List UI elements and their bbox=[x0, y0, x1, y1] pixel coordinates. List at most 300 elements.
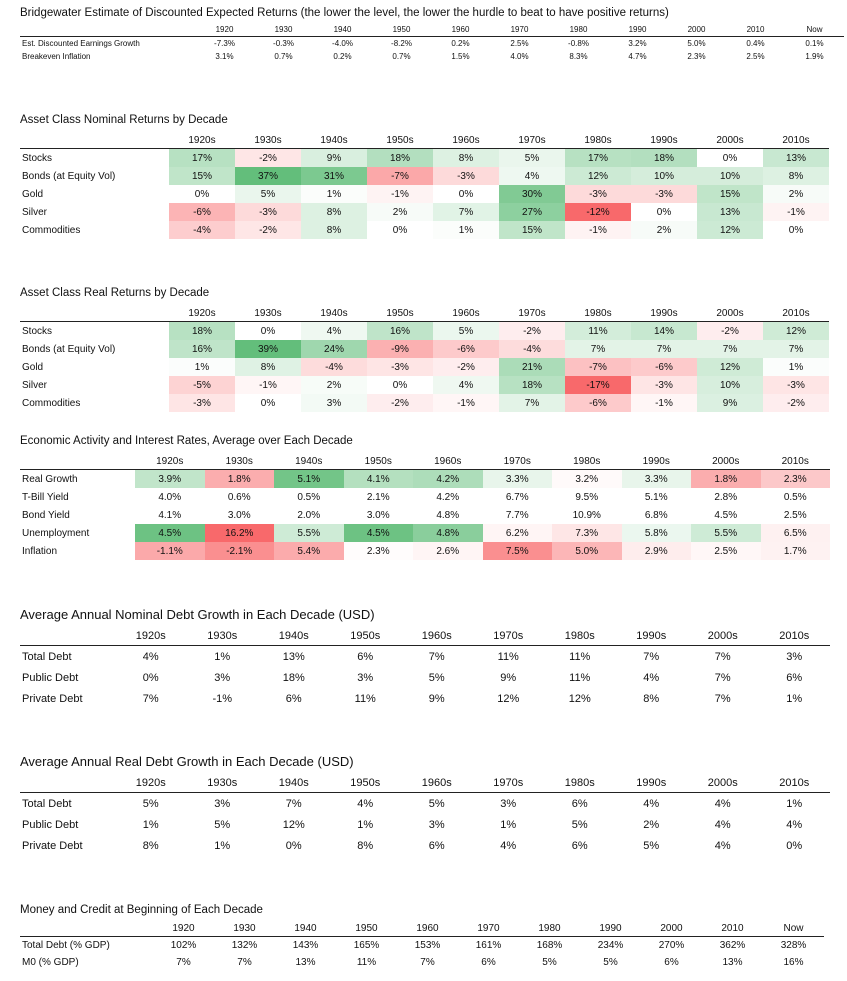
table-cell: 0% bbox=[260, 325, 276, 337]
column-header: 2010 bbox=[726, 23, 785, 37]
column-header: 1940 bbox=[275, 921, 336, 937]
table-cell: 362% bbox=[719, 940, 746, 951]
table-cell: 0.1% bbox=[805, 39, 824, 48]
table-cell: 7% bbox=[697, 340, 763, 358]
table-row bbox=[20, 149, 829, 168]
row-label: Silver bbox=[22, 379, 48, 391]
column-header: 1980s bbox=[552, 453, 622, 470]
table-cell: 17% bbox=[169, 149, 235, 168]
table-cell: 8% bbox=[643, 692, 660, 705]
table-cell: 4.2% bbox=[436, 491, 460, 503]
table-cell: 9% bbox=[301, 149, 367, 168]
table-cell: 4% bbox=[142, 650, 159, 663]
table-cell: 4.0% bbox=[510, 52, 529, 61]
table-cell: 1% bbox=[142, 818, 159, 831]
table-cell: 0.2% bbox=[333, 52, 352, 61]
table-cell: 0% bbox=[260, 397, 276, 409]
table-cell: 4% bbox=[643, 671, 660, 684]
table-cell: -2% bbox=[697, 322, 763, 341]
table-cell: 9.5% bbox=[575, 491, 599, 503]
table-cell: 15% bbox=[697, 185, 763, 203]
table-cell: 7% bbox=[565, 340, 631, 358]
row-label: Breakeven Inflation bbox=[22, 52, 91, 61]
economic-activity-section bbox=[20, 434, 830, 560]
table-cell: 2.5% bbox=[510, 39, 529, 48]
row-label: Inflation bbox=[22, 545, 58, 557]
header-spacer bbox=[20, 453, 135, 470]
table-cell: 7% bbox=[714, 692, 731, 705]
row-label: Silver bbox=[22, 206, 48, 218]
table-cell: 1.8% bbox=[205, 470, 275, 489]
expected-returns-table bbox=[20, 23, 844, 63]
table-cell: 4.7% bbox=[628, 52, 647, 61]
table-cell: 3% bbox=[214, 797, 231, 810]
table-cell: 6% bbox=[357, 650, 374, 663]
table-cell: 1% bbox=[763, 358, 829, 376]
table-cell: 0.7% bbox=[274, 52, 293, 61]
table-cell: 2.9% bbox=[622, 542, 692, 560]
table-cell: -6% bbox=[169, 203, 235, 221]
table-cell: 234% bbox=[597, 940, 624, 951]
table-cell: 6.8% bbox=[644, 509, 668, 521]
table-cell: -8.2% bbox=[391, 39, 412, 48]
table-cell: -2% bbox=[433, 358, 499, 376]
table-cell: -7% bbox=[565, 358, 631, 376]
table-cell: -9% bbox=[367, 340, 433, 358]
table-cell: 161% bbox=[475, 940, 502, 951]
column-header: 1940s bbox=[301, 305, 367, 322]
column-header: 2010 bbox=[702, 921, 763, 937]
table-row bbox=[20, 376, 829, 394]
column-header: 1950s bbox=[344, 453, 414, 470]
table-cell: 7% bbox=[420, 957, 435, 968]
table-cell: 8% bbox=[763, 167, 829, 185]
table-cell: 1% bbox=[301, 185, 367, 203]
table-cell: -4.0% bbox=[332, 39, 353, 48]
table-cell: 4% bbox=[357, 797, 374, 810]
table-row bbox=[20, 37, 844, 51]
column-header: 1920 bbox=[153, 921, 214, 937]
money-credit-section bbox=[20, 903, 824, 971]
table-cell: 13% bbox=[697, 203, 763, 221]
column-header: 2010s bbox=[763, 132, 829, 149]
table-cell: 7% bbox=[176, 957, 191, 968]
table-cell: 2% bbox=[367, 203, 433, 221]
column-header: 1990s bbox=[616, 627, 688, 646]
table-cell: 14% bbox=[631, 322, 697, 341]
table-cell: 6% bbox=[571, 797, 588, 810]
table-cell: 3% bbox=[786, 650, 803, 663]
table-row bbox=[20, 50, 844, 63]
table-cell: 3.9% bbox=[135, 470, 205, 489]
table-cell: -1% bbox=[763, 203, 829, 221]
table-cell: 2.5% bbox=[746, 52, 765, 61]
column-header: 1970s bbox=[473, 774, 545, 793]
expected-returns-section bbox=[20, 6, 844, 63]
table-cell: 18% bbox=[631, 149, 697, 168]
row-label: T-Bill Yield bbox=[22, 491, 69, 503]
table-cell: -3% bbox=[367, 358, 433, 376]
table-cell: 5% bbox=[643, 839, 660, 852]
table-cell: 8% bbox=[142, 839, 159, 852]
column-header: 2000s bbox=[697, 132, 763, 149]
table-cell: 30% bbox=[499, 185, 565, 203]
table-row bbox=[20, 667, 830, 688]
table-cell: -1% bbox=[212, 692, 233, 705]
table-cell: 11% bbox=[565, 322, 631, 341]
table-cell: 3% bbox=[301, 394, 367, 412]
table-cell: -6% bbox=[631, 358, 697, 376]
table-cell: 1% bbox=[786, 797, 803, 810]
table-cell: 7% bbox=[714, 671, 731, 684]
column-header: 1950s bbox=[367, 305, 433, 322]
table-cell: 7.5% bbox=[483, 542, 553, 560]
column-header: 1950 bbox=[336, 921, 397, 937]
table-cell: 0.6% bbox=[227, 491, 251, 503]
table-cell: 8% bbox=[301, 203, 367, 221]
table-cell: 6.2% bbox=[483, 524, 553, 542]
table-cell: 0.4% bbox=[746, 39, 765, 48]
column-header: 2000s bbox=[691, 453, 761, 470]
table-cell: 2.3% bbox=[687, 52, 706, 61]
table-cell: 11% bbox=[497, 650, 519, 663]
table-cell: 9% bbox=[500, 671, 517, 684]
table-cell: 6% bbox=[285, 692, 302, 705]
column-header: 2010s bbox=[759, 774, 831, 793]
table-cell: 6.7% bbox=[505, 491, 529, 503]
table-cell: -2% bbox=[235, 221, 301, 239]
table-row bbox=[20, 488, 830, 506]
row-label: Commodities bbox=[22, 397, 81, 409]
table-cell: 143% bbox=[292, 940, 319, 951]
column-header: 1920s bbox=[169, 132, 235, 149]
row-label: Est. Discounted Earnings Growth bbox=[22, 39, 140, 48]
nominal-debt-title: Average Annual Nominal Debt Growth in Each Decade (USD) bbox=[20, 607, 375, 622]
table-cell: 7% bbox=[433, 203, 499, 221]
column-header: 1930s bbox=[235, 132, 301, 149]
column-header: 1990s bbox=[622, 453, 692, 470]
row-label: Private Debt bbox=[22, 839, 83, 852]
table-cell: 5.0% bbox=[687, 39, 706, 48]
table-cell: 5% bbox=[142, 797, 159, 810]
table-cell: 12% bbox=[497, 692, 520, 705]
table-row bbox=[20, 185, 829, 203]
table-cell: 6.5% bbox=[761, 524, 831, 542]
table-cell: 11% bbox=[356, 957, 377, 968]
table-row bbox=[20, 221, 829, 239]
table-cell: 8% bbox=[301, 221, 367, 239]
table-cell: 2.3% bbox=[344, 542, 414, 560]
row-label: Gold bbox=[22, 361, 44, 373]
table-cell: 12% bbox=[697, 221, 763, 239]
real-returns-title: Asset Class Real Returns by Decade bbox=[20, 287, 210, 299]
row-label: Bond Yield bbox=[22, 509, 70, 521]
table-cell: 4.5% bbox=[344, 524, 414, 542]
column-header: 1960s bbox=[401, 627, 473, 646]
table-cell: 3.0% bbox=[227, 509, 251, 521]
table-cell: 5.1% bbox=[644, 491, 668, 503]
table-cell: -7.3% bbox=[214, 39, 235, 48]
nominal-debt-table bbox=[20, 627, 830, 709]
table-cell: 4% bbox=[301, 322, 367, 341]
money-credit-title: Money and Credit at Beginning of Each Decade bbox=[20, 904, 263, 916]
column-header: 1990s bbox=[631, 132, 697, 149]
table-row bbox=[20, 167, 829, 185]
row-label: Stocks bbox=[22, 325, 53, 337]
table-cell: -1% bbox=[235, 376, 301, 394]
table-cell: 2.5% bbox=[691, 542, 761, 560]
column-header: 1940 bbox=[313, 23, 372, 37]
table-cell: 4.2% bbox=[413, 470, 483, 489]
table-cell: 7% bbox=[285, 797, 302, 810]
table-cell: 1% bbox=[500, 818, 517, 831]
table-cell: -6% bbox=[433, 340, 499, 358]
table-cell: 0.5% bbox=[783, 491, 807, 503]
table-cell: 5% bbox=[499, 149, 565, 168]
column-header: 1940s bbox=[258, 774, 330, 793]
column-header: 1940s bbox=[274, 453, 344, 470]
table-cell: 11% bbox=[354, 692, 376, 705]
table-cell: 153% bbox=[414, 940, 441, 951]
table-cell: 3.2% bbox=[552, 470, 622, 489]
table-cell: 7% bbox=[237, 957, 252, 968]
table-cell: 5% bbox=[571, 818, 588, 831]
table-cell: 18% bbox=[282, 671, 305, 684]
table-cell: -3% bbox=[169, 394, 235, 412]
table-cell: 102% bbox=[170, 940, 197, 951]
table-cell: 3% bbox=[428, 818, 445, 831]
column-header: 1950s bbox=[367, 132, 433, 149]
column-header: 1950s bbox=[330, 774, 402, 793]
table-cell: 1% bbox=[214, 650, 231, 663]
table-cell: 12% bbox=[697, 358, 763, 376]
column-header: 2000s bbox=[687, 627, 759, 646]
column-header: 1960s bbox=[433, 305, 499, 322]
column-header: 1970s bbox=[499, 305, 565, 322]
row-label: Real Growth bbox=[22, 473, 78, 485]
column-header: 1930s bbox=[187, 774, 259, 793]
table-cell: -0.8% bbox=[568, 39, 589, 48]
table-cell: 4.0% bbox=[158, 491, 182, 503]
table-cell: 10% bbox=[697, 376, 763, 394]
table-cell: 1.7% bbox=[761, 542, 831, 560]
table-cell: 4.1% bbox=[344, 470, 414, 489]
table-row bbox=[20, 814, 830, 835]
table-cell: 39% bbox=[235, 340, 301, 358]
table-cell: 16% bbox=[169, 340, 235, 358]
table-cell: 132% bbox=[231, 940, 258, 951]
table-cell: 2.3% bbox=[761, 470, 831, 489]
table-cell: 2% bbox=[631, 221, 697, 239]
column-header: 2010s bbox=[761, 453, 831, 470]
table-cell: 15% bbox=[499, 221, 565, 239]
table-cell: 168% bbox=[536, 940, 563, 951]
table-cell: 5.4% bbox=[274, 542, 344, 560]
table-cell: -2.1% bbox=[205, 542, 275, 560]
table-row bbox=[20, 524, 830, 542]
table-cell: -3% bbox=[763, 376, 829, 394]
table-cell: 4% bbox=[714, 797, 731, 810]
table-cell: 31% bbox=[301, 167, 367, 185]
table-row bbox=[20, 835, 830, 856]
table-cell: 10.9% bbox=[572, 509, 601, 521]
table-cell: 2.5% bbox=[783, 509, 807, 521]
table-row bbox=[20, 358, 829, 376]
row-label: Public Debt bbox=[22, 818, 79, 831]
column-header: 1930s bbox=[187, 627, 259, 646]
column-header: Now bbox=[763, 921, 824, 937]
economic-activity-title: Economic Activity and Interest Rates, Average over Each Decade bbox=[20, 435, 353, 447]
column-header: 1920s bbox=[115, 627, 187, 646]
table-cell: -0.3% bbox=[273, 39, 294, 48]
table-cell: -4% bbox=[169, 221, 235, 239]
table-cell: -2% bbox=[499, 322, 565, 341]
economic-activity-table bbox=[20, 453, 830, 560]
column-header: 2000 bbox=[641, 921, 702, 937]
table-cell: -2% bbox=[235, 149, 301, 168]
column-header: 1980s bbox=[565, 132, 631, 149]
table-cell: 4.8% bbox=[436, 509, 460, 521]
table-cell: 3% bbox=[214, 671, 231, 684]
column-header: 1940s bbox=[301, 132, 367, 149]
table-cell: 7% bbox=[631, 340, 697, 358]
row-label: M0 (% GDP) bbox=[22, 957, 79, 968]
table-cell: 4% bbox=[643, 797, 660, 810]
table-cell: -3% bbox=[631, 185, 697, 203]
table-cell: -6% bbox=[565, 394, 631, 412]
table-cell: 5.8% bbox=[622, 524, 692, 542]
money-credit-table bbox=[20, 921, 824, 971]
table-cell: 7.7% bbox=[505, 509, 529, 521]
column-header: 1920s bbox=[115, 774, 187, 793]
table-row bbox=[20, 937, 824, 955]
table-cell: 0% bbox=[786, 839, 803, 852]
table-row bbox=[20, 394, 829, 412]
column-header: 2010s bbox=[763, 305, 829, 322]
table-cell: 2% bbox=[301, 376, 367, 394]
column-header: 1930s bbox=[235, 305, 301, 322]
row-label: Total Debt bbox=[22, 650, 72, 663]
column-header: 2000s bbox=[687, 774, 759, 793]
table-row bbox=[20, 954, 824, 971]
table-cell: 4% bbox=[786, 818, 803, 831]
column-header: Now bbox=[785, 23, 844, 37]
column-header: 1950 bbox=[372, 23, 431, 37]
table-cell: 7% bbox=[714, 650, 731, 663]
table-cell: 4.5% bbox=[135, 524, 205, 542]
table-row bbox=[20, 688, 830, 709]
table-cell: 12% bbox=[282, 818, 305, 831]
table-cell: 12% bbox=[763, 322, 829, 341]
column-header: 1980s bbox=[544, 774, 616, 793]
table-cell: 328% bbox=[780, 940, 807, 951]
table-cell: 18% bbox=[499, 376, 565, 394]
table-cell: 3.3% bbox=[622, 470, 692, 489]
column-header: 1970 bbox=[458, 921, 519, 937]
row-label: Total Debt bbox=[22, 797, 72, 810]
nominal-returns-title: Asset Class Nominal Returns by Decade bbox=[20, 114, 228, 126]
table-cell: 16% bbox=[783, 957, 804, 968]
table-cell: 2.0% bbox=[297, 509, 321, 521]
table-cell: 3% bbox=[500, 797, 517, 810]
table-cell: 6% bbox=[571, 839, 588, 852]
table-cell: 5% bbox=[235, 185, 301, 203]
table-cell: 2% bbox=[763, 185, 829, 203]
row-label: Public Debt bbox=[22, 671, 79, 684]
expected-returns-title: Bridgewater Estimate of Discounted Expected Returns (the lower the level, the lower the hurdle to beat to have positive returns) bbox=[20, 7, 669, 19]
table-cell: 4.5% bbox=[714, 509, 738, 521]
table-cell: 2.6% bbox=[413, 542, 483, 560]
table-cell: -1.1% bbox=[135, 542, 205, 560]
table-cell: 4% bbox=[500, 839, 517, 852]
table-cell: 3.3% bbox=[483, 470, 553, 489]
table-row bbox=[20, 506, 830, 524]
table-cell: 0% bbox=[392, 379, 408, 391]
table-cell: 13% bbox=[295, 957, 316, 968]
table-cell: 4% bbox=[714, 818, 731, 831]
table-cell: 0.2% bbox=[451, 39, 470, 48]
table-row bbox=[20, 470, 830, 489]
table-cell: 13% bbox=[722, 957, 743, 968]
column-header: 1950s bbox=[330, 627, 402, 646]
column-header: 2010s bbox=[759, 627, 831, 646]
table-cell: 4% bbox=[433, 376, 499, 394]
table-cell: 8.3% bbox=[569, 52, 588, 61]
column-header: 1960s bbox=[401, 774, 473, 793]
column-header: 1980s bbox=[565, 305, 631, 322]
table-cell: 5.0% bbox=[552, 542, 622, 560]
table-cell: 270% bbox=[658, 940, 685, 951]
header-spacer bbox=[20, 627, 115, 646]
table-cell: 0% bbox=[285, 839, 302, 852]
column-header: 1920s bbox=[169, 305, 235, 322]
table-cell: 5% bbox=[542, 957, 557, 968]
table-cell: 7% bbox=[643, 650, 660, 663]
table-cell: 6% bbox=[481, 957, 496, 968]
table-cell: 7% bbox=[499, 394, 565, 412]
table-cell: -4% bbox=[499, 340, 565, 358]
nominal-returns-table bbox=[20, 132, 829, 239]
table-cell: 1% bbox=[169, 358, 235, 376]
row-label: Gold bbox=[22, 188, 44, 200]
table-cell: 10% bbox=[697, 167, 763, 185]
column-header: 1980 bbox=[519, 921, 580, 937]
table-cell: 3.1% bbox=[215, 52, 234, 61]
header-spacer bbox=[20, 132, 169, 149]
column-header: 1930 bbox=[214, 921, 275, 937]
column-header: 1960 bbox=[431, 23, 490, 37]
table-cell: 11% bbox=[569, 671, 591, 684]
column-header: 1990 bbox=[580, 921, 641, 937]
table-cell: -3% bbox=[433, 167, 499, 185]
table-cell: -1% bbox=[565, 221, 631, 239]
table-cell: 3% bbox=[357, 671, 374, 684]
table-cell: 24% bbox=[301, 340, 367, 358]
table-cell: 1.8% bbox=[691, 470, 761, 489]
row-label: Total Debt (% GDP) bbox=[22, 940, 110, 951]
table-row bbox=[20, 793, 830, 815]
table-cell: 5.5% bbox=[691, 524, 761, 542]
table-row bbox=[20, 542, 830, 560]
row-label: Stocks bbox=[22, 152, 53, 164]
header-spacer bbox=[20, 23, 195, 37]
table-cell: 18% bbox=[367, 149, 433, 168]
table-cell: 0% bbox=[656, 206, 672, 218]
column-header: 1930 bbox=[254, 23, 313, 37]
column-header: 1980s bbox=[544, 627, 616, 646]
table-cell: 9% bbox=[428, 692, 445, 705]
nominal-debt-section bbox=[20, 607, 830, 709]
